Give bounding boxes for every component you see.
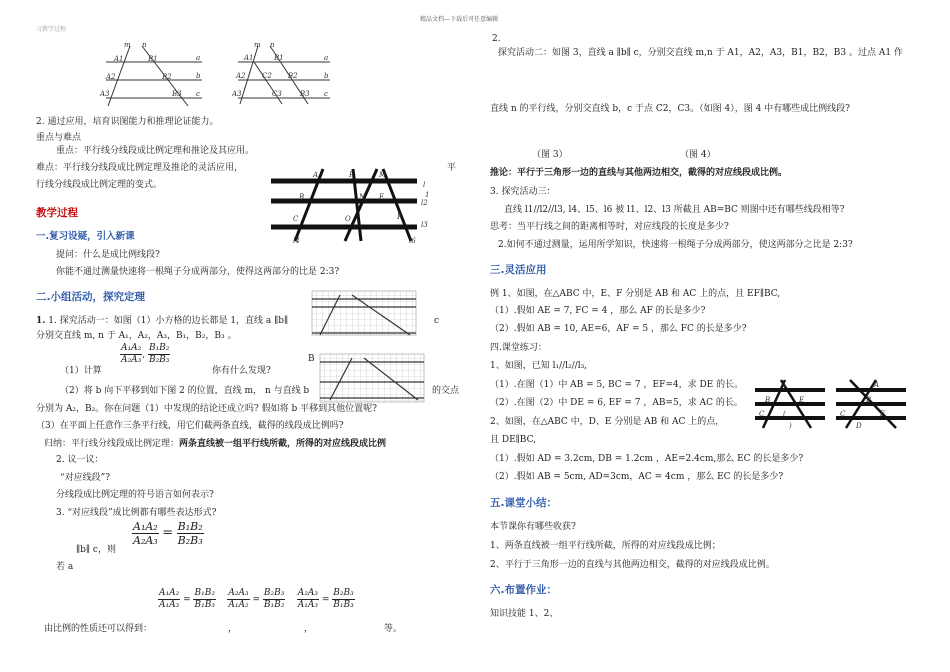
fig2-label-c2: C2 [262,72,272,80]
derived-1a-den: A₁A₃ [159,599,180,610]
derived-2b-num: B₂B₃ [263,588,285,598]
think-question-2: 2.如何不通过测量，运用所学知识，快速将一根绳子分成两部分，使这两部分之比是 2:3? [498,240,853,250]
fig1-label-n: n [142,41,147,49]
lines-label-l3: l3 [421,221,428,229]
theorem-label: 归纳：平行线分线段成比例定理： [44,439,180,449]
activity-2: 探究活动二：如图 3，直线 a ∥b∥ c，分别交直线 m,n 于 A1，A2，A3，B1，B2，B3 。过点 A1 作 [498,48,903,58]
lines-label-l6: l6 [409,237,416,245]
corresponding-question: “对应线段”? [60,473,111,483]
fig2-label-b: b [324,72,329,80]
lines-label-f: F [349,171,354,179]
fig3-caption: （图 3） [532,150,568,160]
fig-p1-label-a: A [781,381,787,389]
section-5-title: 五.课堂小结： [490,497,557,509]
activity-1-step3: （3）在平面上任意作三条平行线，用它们截两条直线，截得的线段成比例吗? [36,421,344,431]
fraction-group: $\frac{\text{A₁A₂}}{\text{A₂A₃}}$ , $\frac{\text{B₁B₂}}{\text{B₂B₃}}$ [121,343,170,365]
derived-3a [297,588,319,611]
if-clause: ∥b∥ c，则 [76,545,116,555]
example-1: 例 1、如图，在△ABC 中，E、F 分别是 AB 和 AC 上的点，且 EF∥BC, [490,289,781,299]
derived-3a-den: A₁A₃ [297,599,318,610]
big-fraction-a-den: A₂A₃ [133,534,158,548]
fig2-label-b1: B1 [274,54,284,62]
practice-2-q1: （1）.假如 AD = 3.2cm, DB = 1.2cm ，AE=2.4cm,那么 EC 的长是多少? [490,454,804,464]
main-proportion: $\frac{\text{A₁A₂}}{\text{A₂A₃}}$ = $\frac{\text{B₁B₂}}{\text{B₂B₃}}$ [133,520,203,548]
practice-1-q2: （2）.在图（2）中 DE = 6, EF = 7 ，AB=5，求 AC 的长。 [490,398,743,408]
activity-1-step2-cont: 分别为 A₂，B₂。你在问题（1）中发现的结论还成立吗? 假如将 b 平移到其他位置呢? [36,404,377,414]
fraction-b-den: B₂B₃ [148,354,170,365]
parallel-lines-figure-1 [98,40,208,108]
fig1-label-m: m [124,41,131,49]
fig-p1-label-b: B [765,396,771,404]
fig1-label-b: b [196,72,201,80]
fig1-label-c: c [196,90,200,98]
fig2-label-b3: B3 [300,90,310,98]
lines-label-m: M [379,171,387,179]
right-num-2: 2. [492,34,501,44]
fig2-label-b2: B2 [288,72,298,80]
fig-p1-label-close: ) [789,422,792,430]
derived-2a [227,588,249,611]
practice-2-cont: 且 DE∥BC, [490,435,537,445]
derived-3b-den: B₁B₃ [333,599,354,610]
practice-2: 2、如图，在△ABC 中，D、E 分别是 AB 和 AC 上的点， [490,417,725,427]
activity-1-lines: 分别交直线 m, n 于 A₁，A₂，A₃，B₁，B₂，B₃ 。 [36,331,237,341]
derived-2a-den: A₁A₂ [228,599,249,610]
lines-label-e: E [379,193,385,201]
derived-1a-num: A₁A₂ [159,588,180,598]
fig-p2-label-b: B [866,396,872,404]
inference-text: 平行于三角形一边的直线与其他两边相交，截得的对应线段成比例。 [517,168,788,178]
big-fraction-b-den: B₂B₃ [177,534,203,548]
inference-label: 推论： [490,168,518,178]
theorem [44,439,386,450]
fraction-b [148,343,170,366]
fig1-label-a2: A2 [106,73,116,81]
fraction-b-num: B₁B₂ [148,343,170,353]
fig2-label-n: n [270,41,275,49]
example-1-q2: （2）.假如 AB = 10, AE=6，AF = 5 ，那么 FC 的长是多少? [490,324,747,334]
difficulty-2: 行线分线段成比例定理的变式。 [36,180,163,190]
example-1-q1: （1）.假如 AE = 7, FC = 4 ，那么 AF 的长是多少? [490,306,706,316]
corner-mark: 习教学过程 [36,26,67,33]
forms-question: 3. “对应线段”成比例都有哪些表达形式? [56,508,217,518]
calc-tail: 你有什么发现? [212,366,271,376]
activity-2-cont: 直线 n 的平行线，分别交直线 b，c 于点 C2，C3。（如图 4），图 4 中有哪些成比例线段? [490,104,850,114]
comma-1: ， [228,624,238,634]
fig1-label-a3: A3 [100,90,110,98]
lines-label-l1: l [423,181,426,189]
fig2-label-c: c [324,90,328,98]
lines-label-f2: F [397,213,402,221]
goal-2: 2. 通过应用，培育识图能力和推理论证能力。 [36,117,219,127]
deng: 等。 [384,624,403,634]
fig-p1-label-open: ( [783,410,786,418]
lines-label-n: N [359,193,366,201]
fig1-label-b3: B3 [172,90,182,98]
fig4-caption: （图 4） [680,150,716,160]
practice-figure-1 [755,378,825,430]
section-2-title: 二.小组活动，探究定理 [36,291,145,303]
page-header: 精品文档---下载后可任意编辑 [420,16,499,23]
grid-label-b: B [308,354,315,364]
fig2-label-a3: A3 [232,90,242,98]
parallel-lines-figure-2 [232,40,336,106]
summary-1: 1、两条直线被一组平行线所截，所得的对应线段成比例； [490,541,721,551]
fig2-label-c3: C3 [272,90,282,98]
discussion: 2. 议一议： [56,455,104,465]
bottom-line: 由比例的性质还可以得到： [44,624,153,634]
fig-p1-label-e: E [799,396,805,404]
lines-label-l4: l4 [293,237,300,245]
derived-2a-num: A₂A₃ [228,588,249,598]
key-point: 重点：平行线分线段成比例定理和推论及其应用。 [56,146,255,156]
theorem-text: 两条直线被一组平行线所截，所得的对应线段成比例 [179,439,387,449]
practice-figure-2 [836,378,906,430]
activity-1-c: c [434,316,440,326]
derived-2b-den: B₁B₂ [263,599,285,610]
practice-title: 四.课堂练习： [490,343,547,353]
practice-2-q2: （2）.假如 AB = 5cm, AD=3cm，AC = 4cm ，那么 EC 的长是多少? [490,472,784,482]
activity-1-text: 1. 探究活动一：如图（1）小方格的边长都是 1，直线 a ∥b∥ [48,316,289,326]
fig-p2-label-d: D [856,422,862,430]
activity-3: 3. 探究活动三： [490,187,556,197]
process-title: 教学过程 [36,207,78,219]
if-a: 若 a [56,562,74,572]
practice-1: 1、如图，已知 l₁//l₂//l₃, [490,361,588,371]
fig1-label-a: a [196,54,201,62]
think-question: 思考：当平行线之间的距离相等时，对应线段的长度是多少? [490,222,729,232]
lines-label-b: B [299,193,305,201]
summary-2: 2、平行于三角形一边的直线与其他两边相交，截得的对应线段成比例。 [490,560,775,570]
comma-2: ， [304,624,314,634]
fraction-a-den: A₂A₃ [121,354,142,365]
derived-1a [158,588,180,611]
activity-3-question: 直线 l1//l2//l3, l4、l5、l6 被 l1、l2、l3 所截且 AB=BC 则图中还有哪些线段相等? [504,205,845,215]
fig2-label-a2: A2 [236,72,246,80]
fig-p2-label-f: F [880,410,885,418]
lines-label-l1b: 1 [425,191,430,199]
grid-figure-2 [318,352,428,404]
derived-3b-num: B₂B₃ [333,588,354,598]
lines-label-a: A [313,171,319,179]
lines-label-o: O [345,215,351,223]
fig2-label-m: m [254,41,261,49]
fig1-label-b1: B1 [148,55,158,63]
section-3-title: 三.灵活应用 [490,264,547,276]
lines-label-c: C [293,215,299,223]
fig1-label-b2: B2 [162,73,172,81]
question-2: 你能不通过测量快速将一根绳子分成两部分，使得这两部分的比是 2:3? [56,267,340,277]
homework: 知识技能 1、2、 [490,609,559,619]
derived-2b [263,588,285,611]
activity-1-step2: （2）将 b 向下平移到如下图 2 的位置，直线 m， n 与直线 b [60,386,310,396]
derived-1b [193,588,215,611]
summary-question: 本节课你有哪些收获? [490,522,576,532]
fig-p1-label-c: C [759,410,765,418]
three-parallel-lines-figure [265,165,435,247]
practice-1-q1: （1）.在图（1）中 AB = 5, BC = 7 ，EF=4，求 DE 的长。 [490,380,744,390]
derived-proportions: $\frac{\text{A₁A₂}}{\text{A₁A₃}}$ = $\frac{\text{B₁B₂}}{\text{B₁B₃}}$ $\frac{\text{A₂A₃}}{\text{A₁A₂}}$ = $\frac{\text{B₂B₃}}{\text{B₁B₂}}$ $\frac{\text{A₂A₃}}{\text{A₁A₃}}$ = $\frac{\text{B₂B₃}}{\text{B₁B₃}}$ [159,588,354,610]
fig2-label-a1: A1 [244,54,254,62]
grid-figure-1 [310,289,420,339]
fraction-a-num: A₁A₂ [121,343,142,353]
lines-label-l2: l2 [421,199,428,207]
calc-label: （1）计算 [60,366,102,376]
activity-1-step2-tail: 的交点 [432,386,460,396]
fig1-label-a1: A1 [114,55,124,63]
difficulty-end: 平 [447,163,457,173]
difficulty: 难点：平行线分线段成比例定理及推论的灵活应用， [36,163,244,173]
section-6-title: 六.布置作业： [490,584,557,596]
derived-1b-den: B₁B₃ [194,599,215,610]
fraction-a [120,343,142,366]
derived-1b-num: B₁B₂ [194,588,215,598]
fig2-label-a: a [324,54,329,62]
derived-3b [332,588,354,611]
key-title: 重点与难点 [36,133,82,143]
review-title: 一.复习设疑，引入新课 [36,231,135,242]
activity-1: 1. 1. 探究活动一：如图（1）小方格的边长都是 1，直线 a ∥b∥ [36,316,289,326]
big-fraction-a-num: A₁A₂ [133,520,158,533]
symbol-question: 分线段成比例定理的符号语言如何表示? [56,490,214,500]
fig-p2-label-c: C [840,410,846,418]
inference [490,168,787,179]
big-fraction-a [132,520,159,547]
question-1: 提问：什么是成比例线段? [56,250,160,260]
fig-p2-label-a: A [874,381,880,389]
big-fraction-b [177,520,204,547]
big-fraction-b-num: B₁B₂ [177,520,203,533]
derived-3a-num: A₂A₃ [297,588,318,598]
